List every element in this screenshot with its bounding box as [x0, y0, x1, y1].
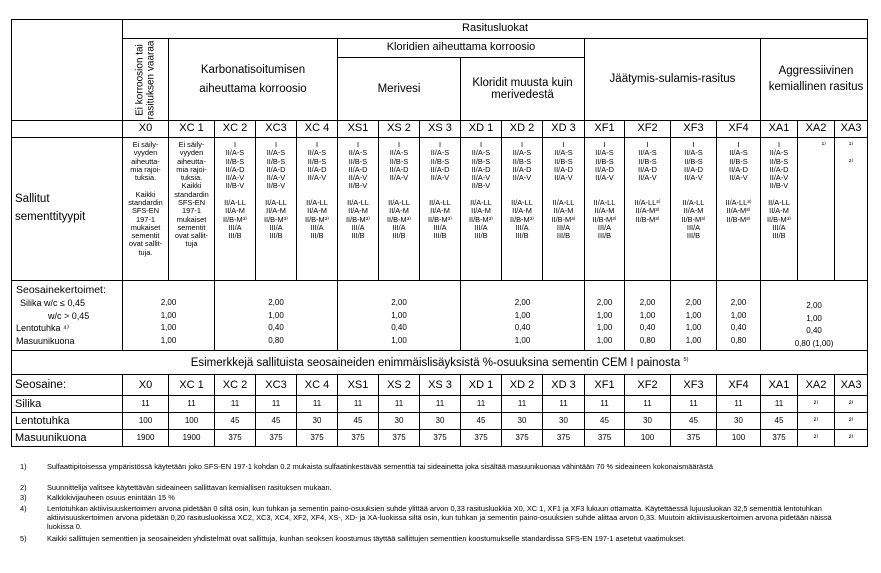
cement-cell: I II/A-S II/B-S II/A-D II/A-V II/A-LL II/A-M II/B-M³⁾ III/A III/B: [585, 138, 625, 281]
examples-header-label: Seosaine:: [12, 375, 123, 396]
class-code: XS 2: [379, 121, 420, 138]
class-code: XS 3: [420, 121, 461, 138]
class-code: XC 4: [297, 121, 338, 138]
coef-label-slag: Masuunikuona: [16, 335, 75, 346]
class-code: XC 4: [297, 375, 338, 396]
value-cell: ²⁾: [798, 413, 835, 430]
examples-title: Esimerkkejä sallituista seosaineiden enimmäislisäyksistä %-osuuksina sementin CEM I painosta $^{5)}$: [12, 351, 868, 375]
cement-cell: I II/A-S II/B-S II/A-D II/A-V II/B-V II/A-LL II/A-M II/B-M³⁾ III/A III/B: [215, 138, 256, 281]
class-code: X0: [123, 121, 169, 138]
value-cell: 45: [256, 413, 297, 430]
aggressive-header: Aggressiivinen kemiallinen rasitus: [761, 39, 868, 121]
value-cell: 30: [379, 413, 420, 430]
coefficients-row: [12, 281, 868, 351]
cement-cell: I II/A-S II/B-S II/A-D II/A-V II/A-LL II/A-M II/B-M³⁾ III/A III/B: [502, 138, 543, 281]
class-code: XA1: [761, 121, 798, 138]
value-cell: 11: [502, 396, 543, 413]
class-code: XA1: [761, 375, 798, 396]
class-code: XF2: [625, 121, 671, 138]
value-cell: 45: [461, 413, 502, 430]
value-cell: 11: [717, 396, 761, 413]
coef-group: 2,00 1,00 0,40 0,80: [215, 281, 338, 351]
class-code: XA3: [835, 375, 868, 396]
other-chlorides-header: Kloridit muusta kuin merivedestä: [461, 58, 585, 121]
class-code: XD 2: [502, 375, 543, 396]
cement-types-label: Sallitut sementtityypit: [12, 138, 123, 281]
value-cell: 375: [461, 430, 502, 447]
value-cell: 11: [123, 396, 169, 413]
value-cell: 100: [123, 413, 169, 430]
value-cell: 30: [717, 413, 761, 430]
class-code: XS1: [338, 375, 379, 396]
value-cell: ²⁾: [835, 430, 868, 447]
value-cell: 11: [297, 396, 338, 413]
table-row: [12, 396, 868, 413]
value-cell: 30: [420, 413, 461, 430]
table-row: [12, 413, 868, 430]
value-cell: 375: [256, 430, 297, 447]
value-cell: 375: [379, 430, 420, 447]
carbonation-header: Karbonatisoitumisen aiheuttama korroosio: [169, 39, 338, 121]
value-cell: 11: [338, 396, 379, 413]
freeze-thaw-header: Jäätymis-sulamis-rasitus: [585, 39, 761, 121]
class-code: X0: [123, 375, 169, 396]
class-code: XC 2: [215, 121, 256, 138]
x0-description: Ei korroosion tai rasituksen vaaraa: [123, 39, 169, 121]
class-code: XA2: [798, 121, 835, 138]
cement-cell: ¹⁾: [798, 138, 835, 281]
cement-cell: I II/A-S II/B-S II/A-D II/A-V II/A-LL II/A-M II/B-M³⁾ III/A III/B: [379, 138, 420, 281]
exposure-class-table: [11, 19, 868, 447]
class-code: XS 3: [420, 375, 461, 396]
value-cell: 375: [215, 430, 256, 447]
cement-cell: I II/A-S II/B-S II/A-D II/A-V II/A-LL II/A-M II/B-M³⁾ III/A III/B: [543, 138, 585, 281]
coef-group: 2,00 1,00 0,40 0,80 (1,00): [761, 281, 868, 351]
value-cell: 45: [671, 413, 717, 430]
class-code: XF4: [717, 375, 761, 396]
cement-cell: I II/A-S II/B-S II/A-D II/A-V II/A-LL³⁾ II/A-M³⁾ II/B-M³⁾: [625, 138, 671, 281]
coef-group: 2,00 1,00 1,00 1,00: [671, 281, 717, 351]
value-cell: 45: [338, 413, 379, 430]
cement-cell: I II/A-S II/B-S II/A-D II/A-V II/A-LL II/A-M II/B-M³⁾ III/A III/B: [297, 138, 338, 281]
chloride-header: Kloridien aiheuttama korroosio: [338, 39, 585, 58]
value-cell: 100: [717, 430, 761, 447]
coefficients-title: Seosainekertoimet:: [16, 284, 106, 296]
class-code: XD 1: [461, 121, 502, 138]
class-code: XA2: [798, 375, 835, 396]
value-cell: ²⁾: [798, 396, 835, 413]
table-row: [12, 430, 868, 447]
class-code: XD 3: [543, 375, 585, 396]
value-cell: 11: [169, 396, 215, 413]
value-cell: 375: [297, 430, 338, 447]
value-cell: 375: [671, 430, 717, 447]
class-code: XF3: [671, 121, 717, 138]
class-code: XF2: [625, 375, 671, 396]
cement-cell: I II/A-S II/B-S II/A-D II/A-V II/B-V II/A-LL II/A-M II/B-M³⁾ III/A III/B: [461, 138, 502, 281]
coef-group: 2,00 1,00 1,00 1,00: [585, 281, 625, 351]
class-code: XD 2: [502, 121, 543, 138]
value-cell: 11: [461, 396, 502, 413]
corner-cell: [12, 20, 123, 121]
value-cell: 11: [625, 396, 671, 413]
class-code: XF1: [585, 121, 625, 138]
class-code: XC 2: [215, 375, 256, 396]
value-cell: 11: [215, 396, 256, 413]
value-cell: ²⁾: [835, 413, 868, 430]
value-cell: 45: [761, 413, 798, 430]
value-cell: 11: [379, 396, 420, 413]
value-cell: 45: [215, 413, 256, 430]
value-cell: 11: [761, 396, 798, 413]
value-cell: 45: [585, 413, 625, 430]
class-code: XC3: [256, 375, 297, 396]
seawater-header: Merivesi: [338, 58, 461, 121]
value-cell: 375: [543, 430, 585, 447]
value-cell: 11: [671, 396, 717, 413]
value-cell: 30: [625, 413, 671, 430]
cement-types-row: [12, 138, 868, 281]
value-cell: 1900: [123, 430, 169, 447]
value-cell: 11: [585, 396, 625, 413]
value-cell: 375: [502, 430, 543, 447]
coef-group: 2,00 1,00 1,00 1,00: [123, 281, 215, 351]
value-cell: ²⁾: [798, 430, 835, 447]
coef-label-flyash: Lentotuhka ⁴⁾: [16, 323, 70, 334]
value-cell: 375: [338, 430, 379, 447]
table-title: Rasitusluokat: [123, 20, 868, 39]
cement-cell: I II/A-S II/B-S II/A-D II/A-V II/B-V II/A-LL II/A-M II/B-M³⁾ III/A III/B: [761, 138, 798, 281]
value-cell: 11: [420, 396, 461, 413]
class-code: XS 2: [379, 375, 420, 396]
class-code: XF3: [671, 375, 717, 396]
coefficients-label: [12, 281, 123, 351]
examples-header-row: [12, 375, 868, 396]
class-code: XC 1: [169, 375, 215, 396]
value-cell: 375: [761, 430, 798, 447]
class-codes-row: [12, 121, 868, 138]
cement-cell: I II/A-S II/B-S II/A-D II/A-V II/B-V II/A-LL II/A-M II/B-M³⁾ III/A III/B: [256, 138, 297, 281]
class-code: XS1: [338, 121, 379, 138]
coef-label-silica-high: w/c > 0,45: [48, 310, 90, 321]
cement-cell: Ei säily- vyyden aiheutta- mia rajoi- tuksia. Kaikki standardin SFS-EN 197-1 mukaiset sementit ovat sallit- tuja.: [123, 138, 169, 281]
cement-cell: I II/A-S II/B-S II/A-D II/A-V II/A-LL II/A-M II/B-M³⁾ III/A III/B: [420, 138, 461, 281]
value-cell: ²⁾: [835, 396, 868, 413]
coef-label-silica-low: Silika w/c ≤ 0,45: [20, 298, 85, 308]
class-code: XA3: [835, 121, 868, 138]
value-cell: 11: [256, 396, 297, 413]
value-cell: 30: [502, 413, 543, 430]
document-page: Rasitusluokat Ei korroosion tai rasituksen vaaraa Karbonatisoitumisen aiheuttama korroosio Kloridien aiheuttama korroosio Jäätymis-sulamis-rasitus Aggressiivinen kemiallinen rasitus Merivesi Kloridit muusta kuin merivedestä X0 XC 1 XC 2 XC3 XC 4 XS1 XS 2 XS 3 XD 1 XD 2 XD 3 XF1 XF2 XF3 XF4 XA1 XA2 XA3 Sallitut sementtityypit Ei säily- vyyden aiheutta- mia rajoi- tuksia. Kaikki standardin SFS-EN 197-1 mukaiset sementit ovat sallit- tuja. Ei säily- vyyden aiheutta- mia rajoi- tuksia. Kaikki standardin SFS-EN 197-1 mukaiset sementit ovat sallit- tuja I II/A-S II/B-S II/A-D II/A-V II/B-V II/A-LL II/A-M II/B-M³⁾ III/A III/B I II/A-S II/B-S II/A-D II/A-V II/B-V II/A-LL II/A-M II/B-M³⁾ III/A III/B I II/A-S II/B-S II/A-D II/A-V II/A-LL II/A-M II/B-M³⁾ III/A III/B I II/A-S II/B-S II/A-D II/A-V II/B-V II/A-LL II/A-M II/B-M³⁾ III/A III/B I II/A-S II/B-S II/A-D II/A-V II/A-LL II/A-M II/B-M³⁾ III/A III/B I II/A-S II/B-S II/A-D II/A-V II/A-LL II/A-M II/B-M³⁾ III/A III/B I II/A-S II/B-S II/A-D II/A-V II/B-V II/A-LL II/A-M II/B-M³⁾ III/A III/B I II/A-S II/B-S II/A-D II/A-V II/A-LL II/A-M II/B-M³⁾ III/A III/B I II/A-S II/B-S II/A-D II/A-V II/A-LL II/A-M II/B-M³⁾ III/A III/B I II/A-S II/B-S II/A-D II/A-V II/A-LL II/A-M II/B-M³⁾ III/A III/B I II/A-S II/B-S II/A-D II/A-V II/A-LL³⁾ II/A-M³⁾ II/B-M³⁾ I II/A-S II/B-S II/A-D II/A-V II/A-LL II/A-M II/B-M³⁾ III/A III/B I II/A-S II/B-S II/A-D II/A-V II/A-LL³⁾ II/A-M³⁾ II/B-M³⁾ I II/A-S II/B-S II/A-D II/A-V II/B-V II/A-LL II/A-M II/B-M³⁾ III/A III/B ¹⁾ ¹⁾ ²⁾ Seosainekertoimet: Silika w/c ≤ 0,45 w/c > 0,45 Lentotuhka ⁴⁾ Masuunikuona 2,00 1,00 1,00 1,00 2,00 1,00 0,40 0,80 2,00 1,00 0,40 1,00 2,00 1,00 0,40 1,00 2,00 1,00 1,00 1,00 2,00 1,00 0,40 0,80 2,00 1,00 1,00 1,00 2,00 1,00 0,40 0,80 2,00 1,00 0,40 0,80 (1,00) Esimerkkejä sallituista seosaineiden enimmäislisäyksistä %-osuuksina sementin CEM I painosta $^{5)}$ Seosaine: X0 XC 1 XC 2 XC3 XC 4 XS1 XS 2 XS 3 XD 1 XD 2 XD 3 XF1 XF2 XF3 XF4 XA1 XA2 XA3 Silika 11 11 11 11 11 11 11 11 11 11 11 11 11 11 11 11 ²⁾ ²⁾ Lentotuhka 100 100 45 45 30 45 30 30 45 30 30 45 30 45 30 45 ²⁾ ²⁾ Masuunikuona 1900 1900 375 375 375 375 375 375 375 375 375 375 100 375 100 375 ²⁾ ²⁾ 1) Sulfaattipitoisessa ympäristössä käytetään joko SFS-EN 197-1 kohdan 0.2 mukaista sulfaatinkestävää sementtiä tai sideainetta joka sisältää masuunikuonaa vähintään 70 % sideaineen kokonaismäärästä 2) Suunnittelija valitsee käytettävän sideaineen sallittavan kemiallisen rasituksen mukaan. 3) Kalkkikivijauheen osuus enintään 15 % 4) Lentotuhkan aktiivisuuskertoimen arvona pidetään 0 siltä osin, kun tuhkan ja sementin paino-osuuksien suhde ylittää arvon 0,33 rasitusluokkia X0, XC 1, XF1 ja XF3 lukuun ottamatta. Käytettäessä lujuusluokan 32,5 sementtiä lentotuhkan aktiivisuuskertoimen arvona pidetään 0,20 rasitusluokissa XC2, XC3, XC4, XF2, XF4, XS-, XD- ja XA-luokissa siltä osin, kun tuhkan ja sementin paino-osuuksien suhde alittaa arvon 0,33. Muutoin aktiivisuuskertoimen arvona pidetään näissä luokissa 0. 5) Kaikki sallittujen sementtien ja seosaineiden yhdistelmät ovat sallittuja, kunhan seoksen koostumus täyttää sallittujen sementtien koostumukselle standardissa SFS-EN 197-1 asetetut vaatimukset.: [0, 0, 881, 573]
class-code: XF1: [585, 375, 625, 396]
value-cell: 11: [543, 396, 585, 413]
value-cell: 375: [420, 430, 461, 447]
cement-cell: ¹⁾ ²⁾: [835, 138, 868, 281]
coef-group: 2,00 1,00 0,40 1,00: [338, 281, 461, 351]
row-label: Masuunikuona: [12, 430, 123, 447]
value-cell: 30: [543, 413, 585, 430]
value-cell: 375: [585, 430, 625, 447]
class-code: XC3: [256, 121, 297, 138]
cement-cell: I II/A-S II/B-S II/A-D II/A-V II/B-V II/A-LL II/A-M II/B-M³⁾ III/A III/B: [338, 138, 379, 281]
codes-label-cell: [12, 121, 123, 138]
value-cell: 100: [169, 413, 215, 430]
class-code: XD 3: [543, 121, 585, 138]
cement-cell: I II/A-S II/B-S II/A-D II/A-V II/A-LL³⁾ II/A-M³⁾ II/B-M³⁾: [717, 138, 761, 281]
cement-cell: Ei säily- vyyden aiheutta- mia rajoi- tuksia. Kaikki standardin SFS-EN 197-1 mukaiset sementit ovat sallit- tuja: [169, 138, 215, 281]
value-cell: 100: [625, 430, 671, 447]
class-code: XC 1: [169, 121, 215, 138]
coef-group: 2,00 1,00 0,40 1,00: [461, 281, 585, 351]
value-cell: 30: [297, 413, 338, 430]
coef-group: 2,00 1,00 0,40 0,80: [717, 281, 761, 351]
coef-group: 2,00 1,00 0,40 0,80: [625, 281, 671, 351]
cement-cell: I II/A-S II/B-S II/A-D II/A-V II/A-LL II/A-M II/B-M³⁾ III/A III/B: [671, 138, 717, 281]
value-cell: 1900: [169, 430, 215, 447]
row-label: Lentotuhka: [12, 413, 123, 430]
class-code: XD 1: [461, 375, 502, 396]
class-code: XF4: [717, 121, 761, 138]
row-label: Silika: [12, 396, 123, 413]
